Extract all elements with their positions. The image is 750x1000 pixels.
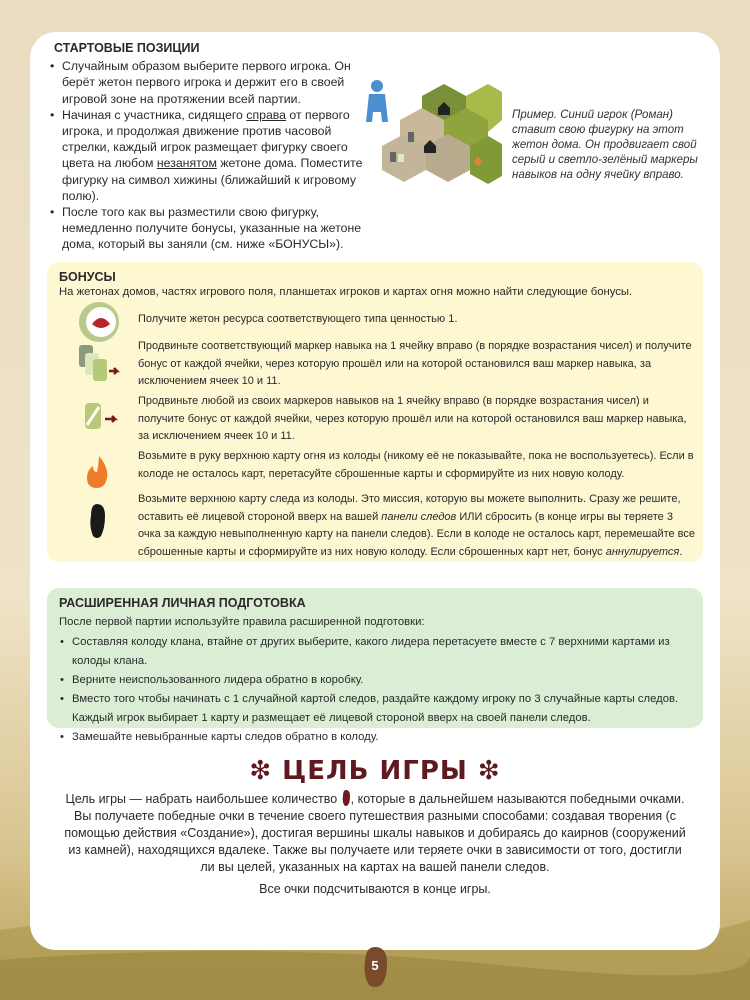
goal-paragraph: Цель игры — набрать наибольшее количество , которые в дальнейшем называются победными очками. Вы получаете победные очки в течение своего путешествия разными способами: создавая творения (с помощью действия «Создание»), достигая вершины шкалы навыков и добираясь до каирнов (сооружений из камней), находящихся вдалеке. Также вы получаете или теряете очки в зависимости от того, достигли ли вы целей, указанных на картах на вашей панели следов. xyxy=(64,792,686,874)
underline-unoccupied: незанятом xyxy=(156,156,217,171)
goal-summary: Все очки подсчитываются в конце игры. xyxy=(259,882,491,896)
bonus-row-resource: Получите жетон ресурса соответствующего типа ценностью 1. xyxy=(138,313,458,325)
bonuses-intro: На жетонах домов, частях игрового поля, планшетах игроков и картах огня можно найти следующие бонусы. xyxy=(59,286,633,298)
home-tile-illustration xyxy=(362,76,502,191)
extended-setup-heading: РАСШИРЕННАЯ ЛИЧНАЯ ПОДГОТОВКА xyxy=(59,596,306,610)
bonuses-heading: БОНУСЫ xyxy=(59,270,116,284)
extended-setup-item: • Составляя колоду клана, втайне от других выберите, какого лидера перетасуете вместе с 7 верхними картами из колоды клана. xyxy=(72,633,702,671)
victory-point-footprint-icon xyxy=(341,790,351,806)
bonus-row-any-skill: Продвиньте любой из своих маркеров навыков на 1 ячейку вправо (в порядке возрастания чисел) и получите бонус от каждой ячейки, через которую прошёл или на которой остановился ваш маркер навыка, за исключением ячеек 10 и 11. xyxy=(138,395,687,442)
extended-setup-item: • Замешайте невыбранные карты следов обратно в колоду. xyxy=(72,728,702,747)
goal-heading: ❇ ЦЕЛЬ ИГРЫ ❇ xyxy=(249,756,501,786)
underline-right: справа xyxy=(246,107,287,122)
bonus-row-skill-marker: Продвиньте соответствующий маркер навыка на 1 ячейку вправо (в порядке возрастания чисел) и получите бонус от каждой ячейки, через которую прошёл или на которой остановился ваш маркер навыка, за исключением ячеек 10 и 11. xyxy=(138,340,692,387)
resource-token-icon xyxy=(75,300,123,344)
section-starting-positions xyxy=(48,40,368,253)
start-bullet-3: • После того как вы разместили свою фигурку, немедленно получите бонусы, указанные на жетоне дома, который вы заняли (см. ниже «БОНУСЫ»). xyxy=(62,204,368,253)
start-bullet-2: • Начиная с участника, сидящего справа от первого игрока, и продолжая движение против часовой стрелки, каждый игрок размещает фигурку своего цвета на любом незанятом жетоне дома. Поместите фигурку на символ хижины (ближайший к игровому полю). xyxy=(62,107,368,204)
extended-setup-intro: После первой партии используйте правила расширенной подготовки: xyxy=(59,616,425,628)
extended-setup-item: • Верните неиспользованного лидера обратно в коробку. xyxy=(72,671,702,690)
example-caption: Пример. Синий игрок (Роман) ставит свою фигурку на этот жетон дома. Он продвигает свой серый и светло-зелёный маркеры навыков на одну ячейку вправо. xyxy=(512,109,698,181)
bonus-row-trail-card: Возьмите верхнюю карту следа из колоды. Это миссия, которую вы можете выполнить. Сразу же решите, оставить её лицевой стороной вверх на вашей панели следов ИЛИ сбросить (в конце игры вы теряете 3 очка за каждую невыполненную карту на панели следов). Если в колоде не осталось карт, перемешайте все сброшенные карты и сформируйте из них новую колоду. Если сброшенных карт нет, бонус аннулируется. xyxy=(138,493,696,558)
page-number: 5 xyxy=(371,958,379,973)
bonus-row-fire-card: Возьмите в руку верхнюю карту огня из колоды (никому её не показывайте, пока не воспользуетесь). Если в колоде не осталось карт, перетасуйте сброшенные карты и сформируйте из них новую колоду. xyxy=(138,450,694,480)
footprint-icon xyxy=(75,498,123,542)
skill-marker-icon xyxy=(75,341,123,385)
starting-positions-heading: СТАРТОВЫЕ ПОЗИЦИИ xyxy=(54,41,200,55)
section-extended-setup xyxy=(47,588,703,743)
extended-setup-item: • Вместо того чтобы начинать с 1 случайной картой следов, раздайте каждому игроку по 3 случайные карты следов. Каждый игрок выбирает 1 карту и размещает её лицевой стороной вверх на своей панели следов. xyxy=(72,690,702,728)
fire-card-icon xyxy=(75,450,123,494)
section-bonuses xyxy=(47,262,703,562)
start-bullet-1: • Случайным образом выберите первого игрока. Он берёт жетон первого игрока и держит его в своей игровой зоне на протяжении всей партии. xyxy=(62,58,368,107)
any-skill-marker-icon xyxy=(75,395,123,439)
